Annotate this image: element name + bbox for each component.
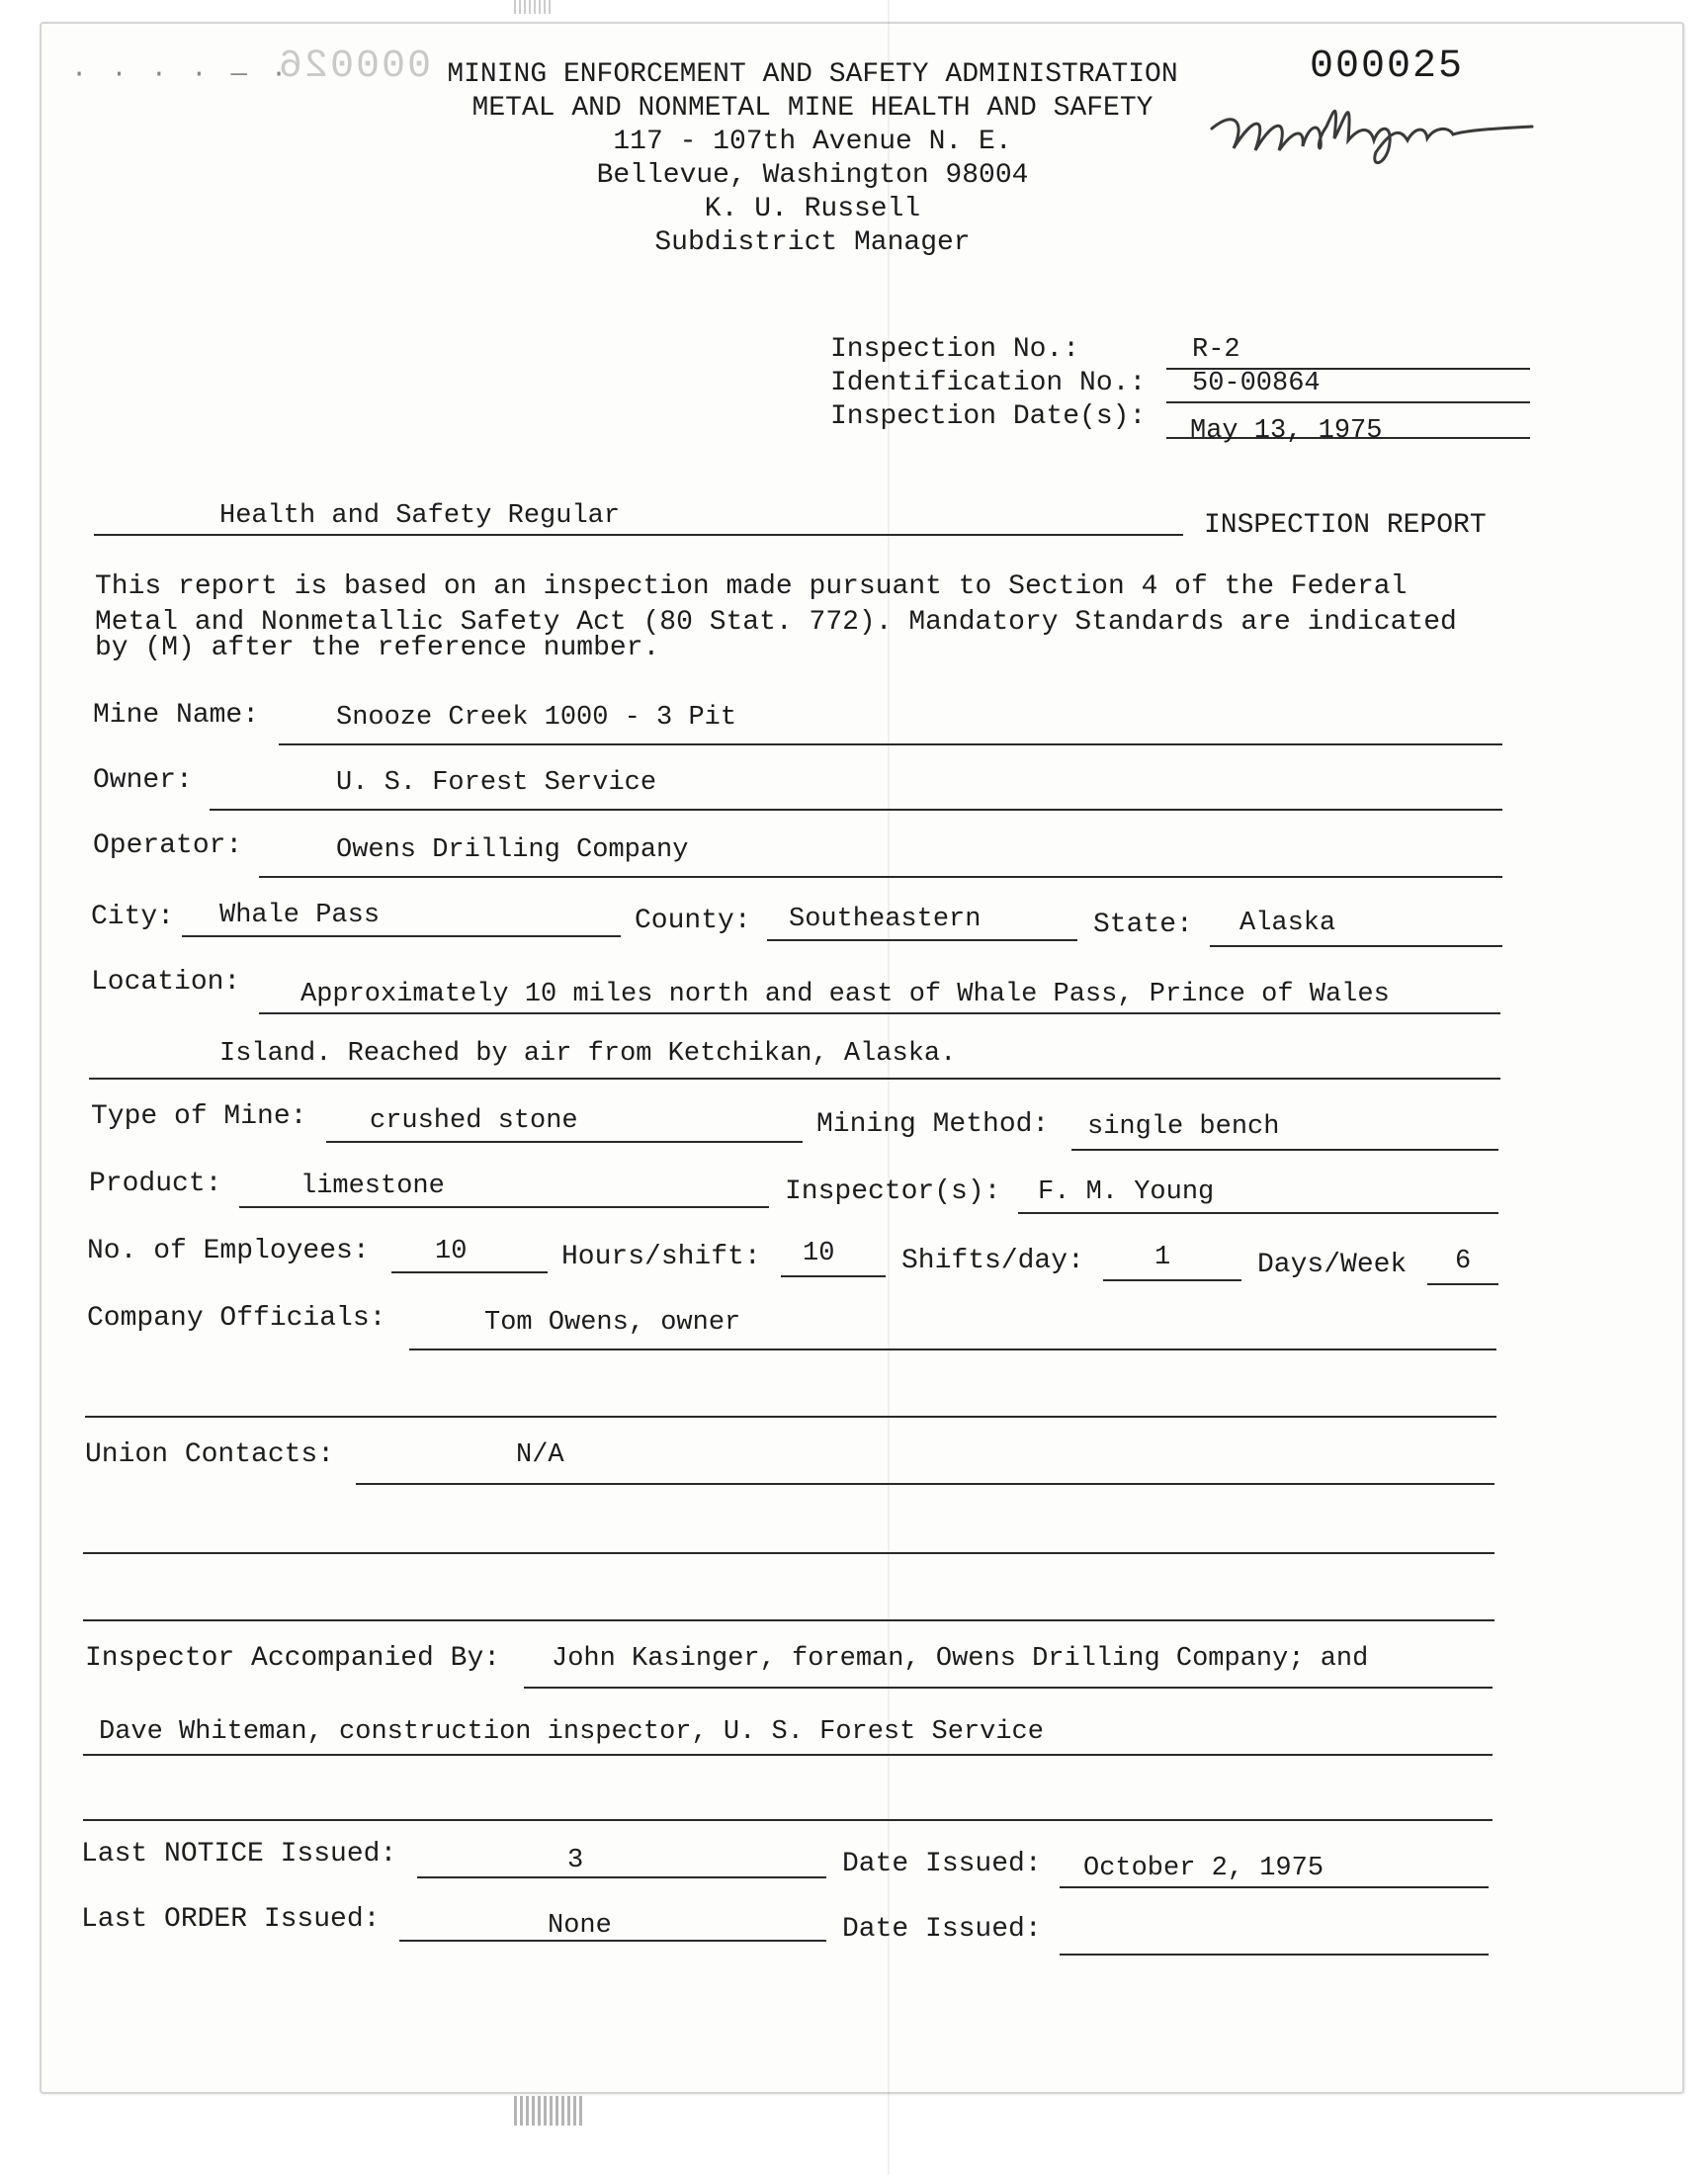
- scan-artifact-bottom: [514, 2096, 583, 2126]
- owner-line: [210, 809, 1502, 811]
- header-manager-name: K. U. Russell: [704, 194, 921, 224]
- location-line-1: [259, 1012, 1500, 1014]
- last-notice-label: Last NOTICE Issued:: [81, 1839, 397, 1870]
- report-type: Health and Safety Regular: [219, 501, 621, 531]
- city-label: City:: [91, 902, 175, 932]
- location-line-2: [89, 1078, 1500, 1080]
- hours-shift-label: Hours/shift:: [561, 1242, 761, 1272]
- identification-no-line: [1166, 401, 1530, 403]
- notice-date-label: Date Issued:: [842, 1849, 1042, 1879]
- union-contacts-value: N/A: [516, 1440, 564, 1470]
- days-week-value: 6: [1455, 1247, 1472, 1276]
- accompanied-by-value-1: John Kasinger, foreman, Owens Drilling Company; and: [552, 1644, 1369, 1674]
- inspection-date-label: Inspection Date(s):: [830, 401, 1147, 432]
- header-agency: MINING ENFORCEMENT AND SAFETY ADMINISTRATION: [447, 59, 1178, 90]
- location-value-2: Island. Reached by air from Ketchikan, Alaska.: [219, 1039, 957, 1069]
- city-line: [182, 935, 621, 937]
- union-contacts-line-2: [83, 1552, 1494, 1554]
- hours-shift-line: [781, 1275, 886, 1277]
- county-line: [767, 939, 1077, 941]
- last-notice-value: 3: [567, 1846, 584, 1875]
- intro-line-3: by (M) after the reference number.: [95, 633, 660, 663]
- operator-label: Operator:: [93, 830, 243, 861]
- header-city: Bellevue, Washington 98004: [596, 160, 1029, 191]
- mirrored-stamp-number: 000026: [277, 44, 432, 89]
- employees-value: 10: [435, 1237, 468, 1266]
- company-officials-line: [409, 1348, 1496, 1350]
- state-label: State:: [1093, 910, 1193, 940]
- mining-method-value: single bench: [1087, 1112, 1280, 1142]
- header-manager-title: Subdistrict Manager: [654, 227, 971, 258]
- handwritten-signature: [1206, 69, 1562, 178]
- county-value: Southeastern: [789, 905, 982, 934]
- company-officials-line-2: [85, 1416, 1496, 1418]
- order-date-line: [1060, 1954, 1489, 1956]
- scan-artifact-top: [514, 0, 554, 14]
- accompanied-by-line-1: [524, 1687, 1493, 1689]
- intro-line-1: This report is based on an inspection made pursuant to Section 4 of the Federal: [95, 571, 1408, 602]
- company-officials-value: Tom Owens, owner: [484, 1308, 741, 1338]
- days-week-line: [1427, 1283, 1498, 1285]
- union-contacts-line-3: [83, 1619, 1494, 1621]
- company-officials-label: Company Officials:: [87, 1303, 386, 1334]
- owner-label: Owner:: [93, 765, 193, 796]
- scan-specks: · · · · — ·: [71, 60, 292, 90]
- product-line: [239, 1206, 769, 1208]
- last-order-value: None: [548, 1911, 612, 1941]
- intro-line-2: Metal and Nonmetallic Safety Act (80 Stat. 772). Mandatory Standards are indicated: [95, 607, 1457, 638]
- mining-method-label: Mining Method:: [816, 1109, 1050, 1140]
- accompanied-by-line-3: [83, 1819, 1493, 1821]
- accompanied-by-line-2: [83, 1754, 1493, 1756]
- operator-value: Owens Drilling Company: [336, 835, 689, 865]
- inspection-date-value: May 13, 1975: [1190, 416, 1383, 446]
- order-date-label: Date Issued:: [842, 1914, 1042, 1945]
- type-of-mine-value: crushed stone: [370, 1106, 578, 1136]
- mining-method-line: [1071, 1149, 1498, 1151]
- state-value: Alaska: [1239, 909, 1336, 938]
- inspector-value: F. M. Young: [1038, 1177, 1215, 1207]
- shifts-day-label: Shifts/day:: [901, 1246, 1084, 1276]
- mine-name-line: [279, 743, 1502, 745]
- days-week-label: Days/Week: [1257, 1250, 1408, 1280]
- last-notice-line: [417, 1876, 826, 1878]
- last-order-label: Last ORDER Issued:: [81, 1904, 381, 1935]
- inspection-no-label: Inspection No.:: [830, 334, 1080, 365]
- product-label: Product:: [89, 1169, 222, 1199]
- mine-name-value: Snooze Creek 1000 - 3 Pit: [336, 703, 737, 733]
- county-label: County:: [635, 906, 751, 936]
- city-value: Whale Pass: [219, 901, 381, 930]
- type-of-mine-line: [326, 1141, 803, 1143]
- owner-value: U. S. Forest Service: [336, 768, 657, 798]
- last-order-line: [399, 1940, 826, 1942]
- notice-date-value: October 2, 1975: [1083, 1854, 1324, 1883]
- shifts-day-line: [1103, 1279, 1241, 1281]
- identification-no-label: Identification No.:: [830, 368, 1147, 398]
- type-of-mine-label: Type of Mine:: [91, 1101, 307, 1132]
- hours-shift-value: 10: [803, 1239, 835, 1268]
- stamp-number: 000025: [1310, 44, 1465, 89]
- report-title: INSPECTION REPORT: [1204, 510, 1487, 541]
- accompanied-by-value-2: Dave Whiteman, construction inspector, U. S. Forest Service: [99, 1717, 1044, 1747]
- employees-label: No. of Employees:: [87, 1236, 370, 1266]
- location-value-1: Approximately 10 miles north and east of Whale Pass, Prince of Wales: [300, 980, 1390, 1009]
- employees-line: [391, 1271, 548, 1273]
- inspection-no-value: R-2: [1192, 335, 1240, 365]
- inspector-label: Inspector(s):: [785, 1176, 1001, 1207]
- shifts-day-value: 1: [1154, 1243, 1171, 1272]
- report-type-line: [94, 534, 1183, 536]
- inspector-line: [1018, 1212, 1498, 1214]
- product-value: limestone: [300, 1172, 445, 1201]
- notice-date-line: [1060, 1886, 1489, 1888]
- identification-no-value: 50-00864: [1192, 369, 1321, 398]
- accompanied-by-label: Inspector Accompanied By:: [85, 1643, 501, 1674]
- union-contacts-label: Union Contacts:: [85, 1439, 335, 1470]
- mine-name-label: Mine Name:: [93, 700, 260, 731]
- union-contacts-line: [356, 1483, 1494, 1485]
- header-division: METAL AND NONMETAL MINE HEALTH AND SAFETY: [471, 93, 1153, 124]
- state-line: [1210, 945, 1502, 947]
- header-address: 117 - 107th Avenue N. E.: [613, 127, 1012, 157]
- location-label: Location:: [91, 967, 241, 998]
- operator-line: [259, 876, 1502, 878]
